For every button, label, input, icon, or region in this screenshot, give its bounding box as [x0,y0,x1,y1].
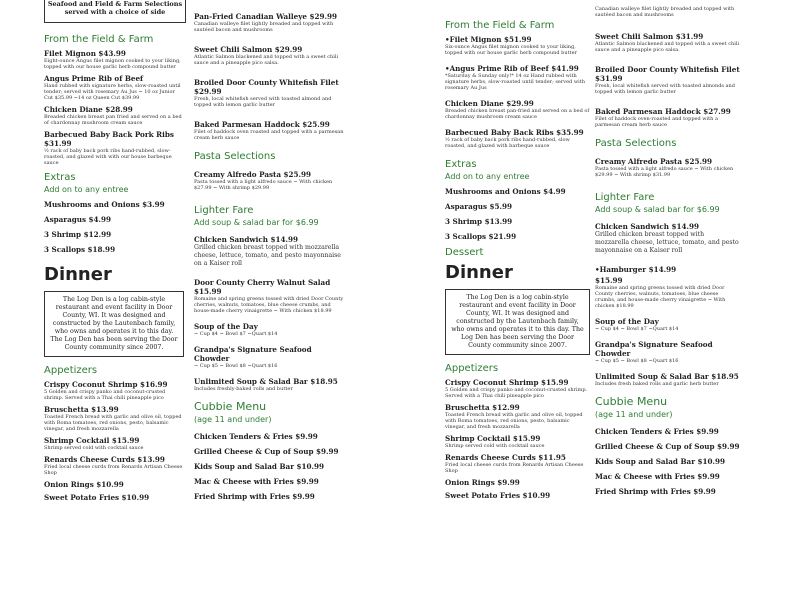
menu-item: Sweet Chili Salmon $31.99 Atlantic Salmon blackened and topped with a sweet chili sauce and a pineapple pico salsa. [595,32,740,53]
extra-item: 3 Scallops $21.99 [445,232,517,241]
menu-item: Baked Parmesan Haddock $25.99 Filet of haddock oven roasted and topped with a parmesan cream herb sauce [194,120,344,141]
cubbie-item: Grilled Cheese & Cup of Soup $9.99 [595,442,740,451]
menu-item: •Filet Mignon $51.99 Six-ounce Angus filet mignon cooked to your liking, topped with our house garlic herb compound butter [445,35,577,56]
menu-item: Broiled Door County Whitefish Filet $29.99 Fresh, local whitefish served with toasted almond and topped with lemon garlic butter [194,78,339,108]
extra-item: Mushrooms and Onions $4.99 [445,187,566,196]
column-4 [595,6,740,502]
extra-item: Mushrooms and Onions $3.99 [44,200,165,209]
menu-item: Unlimited Soup & Salad Bar $18.95 Includes freshly-baked rolls and butter [194,377,338,392]
menu-item: •Angus Prime Rib of Beef $41.99 *Saturday & Sunday only!* 14 oz Hand rubbed with signature herbs, slow-roasted until tender; served with rosemary Au Jus [445,64,585,91]
extra-item: Asparagus $5.99 [445,202,513,211]
menu-item: Chicken Diane $29.99 Breaded chicken breast pan-fried and served on a bed of chardonnay mushroom cream sauce [445,99,590,120]
section-title: From the Field & Farm [44,34,154,45]
menu-item: Onion Rings $9.99 [445,478,520,487]
extra-item: 3 Scallops $18.99 [44,245,116,254]
menu-item: Creamy Alfredo Pasta $25.99 Pasta tossed with a light alfredo sauce ~ With chicken $27.99 ~ With shrimp $29.99 [194,170,333,191]
menu-item: Canadian walleye filet lightly breaded and topped with sautéed bacon and mushrooms [595,6,735,18]
menu-item: Unlimited Soup & Salad Bar $18.95 Includes fresh baked rolls and garlic herb butter [595,372,739,387]
menu-item: Filet Mignon $43.99 Eight-ounce Angus filet mignon cooked to your liking, topped with our house garlic herb compound butter [44,49,181,70]
menu-item: Barbecued Baby Back Pork Ribs $31.99 ½ rack of baby back pork ribs hand-rubbed, slow-roasted, and glazed with with our house barbeque sauce [44,130,174,166]
lighter-title: Lighter Fare [194,205,254,216]
menu-item: Onion Rings $10.99 [44,480,124,489]
dinner-title: Dinner [44,264,112,285]
menu-item: Angus Prime Rib of Beef Hand rubbed with signature herbs, slow-roasted until tender; served with rosemary Au Jus ~ 10 oz Junior Cut $35.99 ~14 oz Queen Cut $39.99 [44,74,181,101]
extra-item: Asparagus $4.99 [44,215,112,224]
extra-item: 3 Shrimp $13.99 [445,217,513,226]
cubbie-item: Chicken Tenders & Fries $9.99 [194,432,318,441]
dinner-title: Dinner [445,262,513,283]
menu-item: •Hamburger $14.99 [595,265,677,274]
extras-subtitle: Add on to any entree [44,185,129,194]
menu-item: Soup of the Day ~ Cup $4 ~ Bowl $7 ~Quart $14 [595,317,679,332]
cubbie-title: Cubbie Menu [194,400,267,413]
cubbie-item: Kids Soup and Salad Bar $10.99 [194,462,324,471]
menu-item: Grandpa's Signature Seafood Chowder ~ Cup $5 ~ Bowl $8 ~Quart $16 [194,345,312,369]
column-3 [445,14,590,504]
menu-item: Bruschetta $13.99 Toasted French bread with garlic and olive oil, topped with Roma tomatoes, red onions, pesto, balsamic vinegar, and fresh mozzarella [44,405,182,432]
menu-item: Baked Parmesan Haddock $27.99 Filet of haddock oven-roasted and topped with a parmesan cream herb sauce [595,107,731,128]
dessert-title: Dessert [445,247,484,258]
menu-item: Soup of the Day ~ Cup $4 ~ Bowl $7 ~Quart $14 [194,322,278,337]
menu-item: Chicken Diane $28.99 Breaded chicken breast pan fried and served on a bed of chardonnay mushroom cream sauce [44,105,182,126]
extras-title: Extras [44,172,76,183]
menu-item: Chicken Sandwich $14.99 Grilled chicken breast topped with mozzarella cheese, lettuce, tomato, and pesto mayonnaise on a Kaiser roll [194,235,341,267]
section-title: From the Field & Farm [445,20,555,31]
lighter-title: Lighter Fare [595,192,655,203]
cubbie-item: Chicken Tenders & Fries $9.99 [595,427,719,436]
menu-item: Creamy Alfredo Pasta $25.99 Pasta tossed with a light alfredo sauce ~ With chicken $29.99 ~ With shrimp $31.99 [595,157,734,178]
menu-item: Sweet Potato Fries $10.99 [445,491,551,500]
header-box: Seafood and Field & Farm Selections served with a choice of side [44,0,186,23]
appetizers-title: Appetizers [44,365,98,376]
appetizers-title: Appetizers [445,363,499,374]
cubbie-title: Cubbie Menu [595,395,668,408]
lighter-subtitle: Add soup & salad bar for $6.99 [595,205,720,214]
menu-item: Pan-Fried Canadian Walleye $29.99 Canadian walleye filet lightly breaded and topped with sautéed bacon and mushrooms [194,12,337,33]
cubbie-item: Grilled Cheese & Cup of Soup $9.99 [194,447,339,456]
menu-item: Renards Cheese Curds $11.95 Fried local cheese curds from Renards Artisan Cheese Shop [445,453,584,474]
menu-item: Sweet Potato Fries $10.99 [44,493,150,502]
cubbie-item: Kids Soup and Salad Bar $10.99 [595,457,725,466]
menu-item: Grandpa's Signature Seafood Chowder ~ Cup $5 ~ Bowl $8 ~Quart $16 [595,340,713,364]
cubbie-item: Fried Shrimp with Fries $9.99 [194,492,315,501]
menu-item: Shrimp Cocktail $15.99 Shrimp served cold with cocktail sauce [445,434,545,449]
cubbie-subtitle: (age 11 and under) [194,415,272,424]
cubbie-subtitle: (age 11 and under) [595,410,673,419]
column-2 [194,12,344,507]
extras-title: Extras [445,159,477,170]
extra-item: 3 Shrimp $12.99 [44,230,112,239]
cubbie-item: Mac & Cheese with Fries $9.99 [194,477,319,486]
pasta-title: Pasta Selections [595,138,677,149]
menu-item: Barbecued Baby Back Ribs $35.99 ½ rack of baby back pork ribs hand-rubbed, slow roasted, and glazed with barbeque sauce [445,128,584,149]
menu-item: Crispy Coconut Shrimp $16.99 5 Golden and crispy panko and coconut-crusted shrimp. Served with a Thai chili pineapple pico [44,380,168,401]
column-1 [44,28,184,506]
menu-item: Broiled Door County Whitefish Filet $31.99 Fresh, local whitefish served with toasted almonds and topped with lemon garlic butter [595,65,740,95]
menu-item: $15.99 Romaine and spring greens tossed with dried Door County cherries, walnuts, tomatoes, blue cheese crumbs, and house-made cherry vinaigrette ~ With chicken $18.99 [595,276,726,309]
lighter-subtitle: Add soup & salad bar for $6.99 [194,218,319,227]
menu-item: Chicken Sandwich $14.99 Grilled chicken breast topped with mozzarella cheese, lettuce, tomato, and pesto mayonnaise on a Kaiser roll [595,222,739,254]
cubbie-item: Mac & Cheese with Fries $9.99 [595,472,720,481]
menu-item: Bruschetta $12.99 Toasted French bread with garlic and olive oil, topped with Roma tomatoes, red onions, pesto, balsamic vinegar, and fresh mozzarella [445,403,583,430]
extras-subtitle: Add on to any entree [445,172,530,181]
about-box: The Log Den is a log cabin-style restaurant and event facility in Door County, WI. It was designed and constructed by the Lautenbach family, who owns and operates it to this day. The Log Den has been serving the Door County community since 2007. [44,291,184,357]
menu-item: Crispy Coconut Shrimp $15.99 5 Golden and crispy panko and coconut-crusted shrimp. Served with a Thai chili pineapple pico [445,378,588,399]
cubbie-item: Fried Shrimp with Fries $9.99 [595,487,716,496]
about-box: The Log Den is a log cabin-style restaurant and event facility in Door County, WI. It was designed and constructed by the Lautenbach family, who owns and operates it to this day. The Log Den has been serving the Door County community since 2007. [445,289,590,355]
menu-item: Renards Cheese Curds $13.99 Fried local cheese curds from Renards Artisan Cheese Shop [44,455,183,476]
pasta-title: Pasta Selections [194,151,276,162]
menu-item: Sweet Chili Salmon $29.99 Atlantic Salmon blackened and topped with a sweet chili sauce and a pineapple pico salsa. [194,45,339,66]
menu-item: Shrimp Cocktail $15.99 Shrimp served cold with cocktail sauce [44,436,144,451]
menu-item: Door County Cherry Walnut Salad $15.99 Romaine and spring greens tossed with dried Door County cherries, walnuts, tomatoes, blue cheese crumbs, and house-made cherry vinaigrette ~ With chicken $18.99 [194,278,344,314]
